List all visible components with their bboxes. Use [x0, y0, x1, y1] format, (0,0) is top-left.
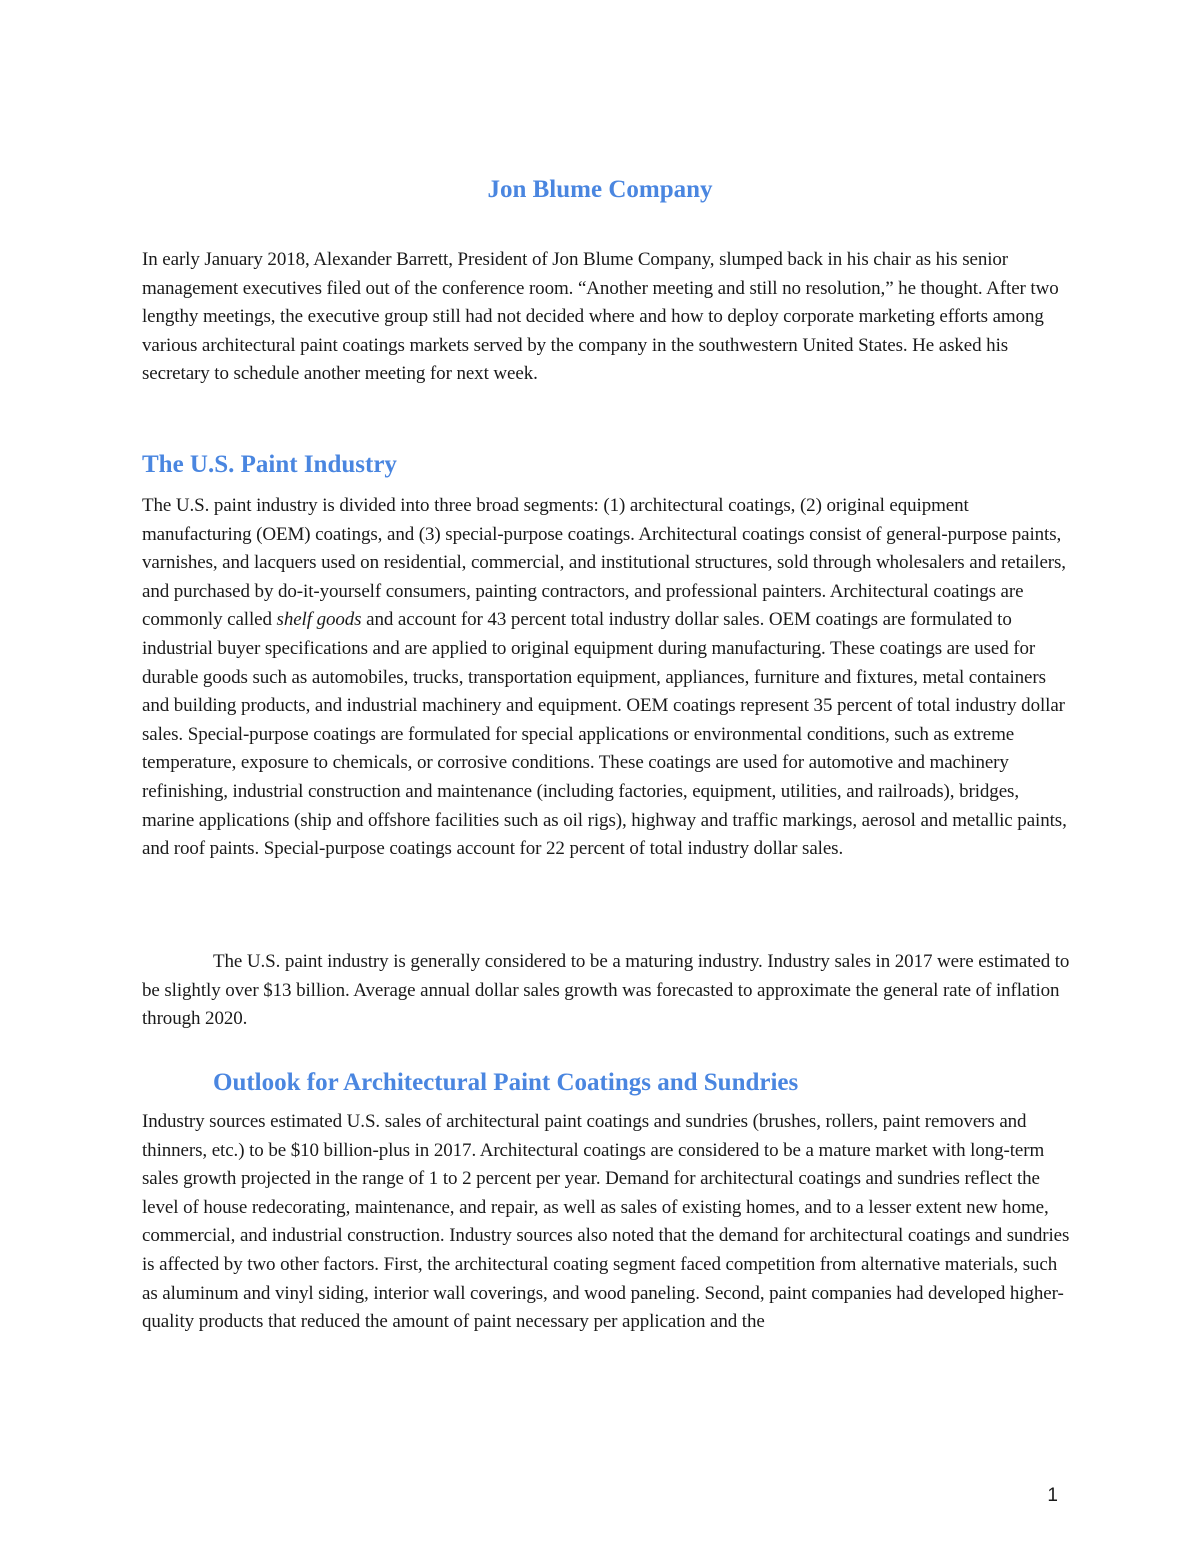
outlook-paragraph-1: Industry sources estimated U.S. sales of architectural paint coatings and sundries (brushes, rollers, paint removers and thinners, etc.) to be $10 billion-plus in 2017. Architectural coatings are considered to be a mature market with long-term sales growth projected in the range of 1 to 2 percent per year. Demand for architectural coatings and sundries reflect the level of house redecorating, maintenance, and repair, as well as sales of existing homes, and to a lesser extent new home, commercial, and industrial construction. Industry sources also noted that the demand for architectural coatings and sundries is affected by two other factors. First, the architectural coating segment faced competition from alternative materials, such as aluminum and vinyl siding, interior wall coverings, and wood paneling. Second, paint companies had developed higher-quality products that reduced the amount of paint necessary per application and the [142, 1111, 1070, 1333]
paint-industry-text-part-2: and account for 43 percent total industry dollar sales. OEM coatings are formulated to industrial buyer specifications and are applied to original equipment during manufacturing. These coatings are used for durable goods such as automobiles, trucks, transportation equipment, appliances, furniture and fixtures, metal containers and building products, and industrial machinery and equipment. OEM coatings represent 35 percent of total industry dollar sales. Special-purpose coatings are formulated for special applications or environmental conditions, such as extreme temperature, exposure to chemicals, or corrosive conditions. These coatings are used for automotive and machinery refinishing, industrial construction and maintenance (including factories, equipment, utilities, and railroads), bridges, marine applications (ship and offshore facilities such as oil rigs), highway and traffic markings, aerosol and metallic paints, and roof paints. Special-purpose coatings account for 22 percent of total industry dollar sales. [142, 609, 1067, 860]
paint-industry-paragraph-1 [142, 492, 1072, 864]
paint-industry-paragraph-2: The U.S. paint industry is generally considered to be a maturing industry. Industry sales in 2017 were estimated to be slightly over $13 billion. Average annual dollar sales growth was forecasted to approximate the general rate of inflation through 2020. [142, 951, 1070, 1030]
section-heading-paint-industry: The U.S. Paint Industry [142, 451, 397, 478]
shelf-goods-term: shelf goods [276, 609, 362, 631]
paint-industry-text-part-1: The U.S. paint industry is divided into three broad segments: (1) architectural coatings, (2) original equipment manufacturing (OEM) coatings, and (3) special-purpose coatings. Architectural coatings consist of general-purpose paints, varnishes, and lacquers used on residential, commercial, and institutional structures, sold through wholesalers and retailers, and purchased by do-it-yourself consumers, painting contractors, and professional painters. Architectural coatings are commonly called [142, 495, 1066, 631]
document-title: Jon Blume Company [487, 176, 713, 203]
page-number: 1 [1047, 1485, 1058, 1506]
intro-paragraph: In early January 2018, Alexander Barrett, President of Jon Blume Company, slumped back in his chair as his senior management executives filed out of the conference room. “Another meeting and still no resolution,” he thought. After two lengthy meetings, the executive group still had not decided where and how to deploy corporate marketing efforts among various architectural paint coatings markets served by the company in the southwestern United States. He asked his secretary to schedule another meeting for next week. [142, 249, 1059, 385]
section-heading-outlook: Outlook for Architectural Paint Coatings and Sundries [213, 1069, 799, 1096]
